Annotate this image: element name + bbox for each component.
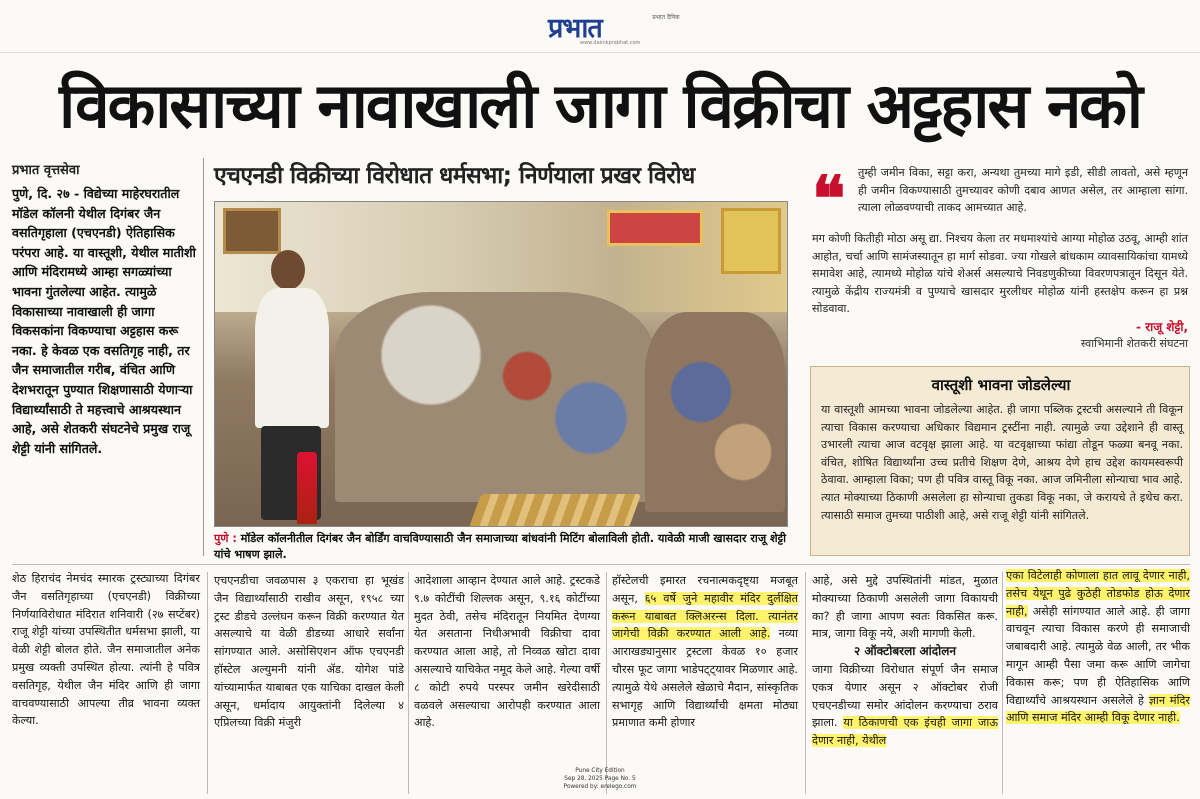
quote-org: स्वाभिमानी शेतकरी संघटना	[1080, 337, 1188, 350]
highlighted-text: एका विटेलाही कोणाला हात लावू देणार नाही, तसेच येथून पुढे कुठेही तोडफोड होऊ देणार नाही,	[1006, 569, 1190, 618]
body-column-6	[1006, 567, 1190, 727]
column-rule	[1002, 572, 1003, 794]
caption-place: पुणे :	[214, 532, 237, 545]
page-footer	[540, 767, 660, 791]
highlighted-text: ६५ वर्षे जुने महावीर मंदिर दुर्लक्षित करून याबाबत क्लिअरन्स दिला. त्यानंतर जागेची विक्री करण्यात आली आहे.	[612, 591, 798, 641]
body-column-3: आदेशाला आव्हान देण्यात आले आहे. ट्रस्टकडे ९.७ कोटींची शिल्लक असून, ९.१६ कोटींच्या मुदत ठेवी, तसेच मंदिरातून नियमित देणग्या येत असताना निधीअभावी विक्रीचा दावा करण्यात आला आहे, तो निव्वळ खोटा दावा असल्याचे याचिकेत नमूद केले आहे. गेल्या वर्षी ८ कोटी रुपये परस्पर जमीन खरेदीसाठी वळवले असल्याचा आरोपही करण्यात आला आहे.	[414, 574, 600, 730]
quote-mark-icon: ❝	[812, 162, 846, 235]
photo-wall-banner	[607, 210, 703, 246]
column-text: जागा विक्रीच्या विरोधात संपूर्ण जैन समाज एकत्र येणार असून २ ऑक्टोबर रोजी एचएनडीच्या समोर आंदोलन करण्याचा ठराव झाला.	[812, 662, 998, 730]
column-rule	[606, 572, 607, 794]
news-photo[interactable]	[214, 201, 788, 527]
photo-cone	[297, 452, 317, 524]
quote-body: मग कोणी कितीही मोठा असू द्या. निश्चय केला तर मधमाश्यांचे आग्या मोहोळ उठवू, आम्ही शांत आहोत, चर्चा आणि सामंजस्यातून हा मार्ग सोडवा. ज्या गोखले बांधकाम व्यावसायिकांचा यामध्ये समावेश आहे, त्यामध्ये मोहोळ यांचे शेअर्स असल्याचे निवडणुकीच्या विवरणपत्रातून दिसून येते. त्यामुळे केंद्रीय राज्यमंत्री व पुण्याचे खासदार मुरलीधर मोहोळ यांनी हस्तक्षेप करून हा प्रश्न सोडवावा.	[812, 232, 1188, 316]
column-subheading: २ ऑक्टोबरला आंदोलन	[853, 644, 957, 659]
headline: विकासाच्या नावाखाली जागा विक्रीचा अट्टहास नको	[59, 69, 1141, 142]
logo-tagline: प्रभात दैनिक	[652, 14, 680, 21]
quote-lead: तुम्ही जमीन विका, सट्टा करा, अन्यथा तुमच्या मागे इडी, सीडी लावतो, असे म्हणून ही जमीन विकण्यासाठी तुमच्यावर कोणी दबाव आणत असेल, तर आम्हाला सांगा. त्याला लोळवण्याची ताकद आमच्यात आहे.	[858, 166, 1188, 215]
masthead-divider	[0, 52, 1200, 53]
edition-label: Pune City Edition	[575, 768, 625, 774]
column-rule	[805, 572, 806, 794]
body-column-2: एचएनडीचा जवळपास ३ एकराचा हा भूखंड जैन विद्यार्थ्यांसाठी राखीव असून, १९५८ च्या ट्रस्ट डीडचे उल्लंघन करून विक्री करण्यात येत असल्याचे या वेळी डीडच्या आधारे सर्वांना सांगण्यात आले. असोसिएशन ऑफ एचएनडी हॉस्टेल अल्युमनी यांनी ॲड. योगेश पांडे यांच्यामार्फत याबाबत एक याचिका दाखल केली असून, धर्मादाय आयुक्तांनी दिलेल्या ४ एप्रिलच्या विक्री मंजुरी	[214, 574, 404, 730]
powered-by-link[interactable]: Powered by: erelego.com	[563, 784, 637, 790]
column-text: नव्या आराखड्यानुसार ट्रस्टला केवळ १० हजार चौरस फूट जागा भाडेपट्ट्यावर मिळणार आहे. त्यामुळे येथे असलेले खेळाचे मैदान, सांस्कृतिक सभागृह आणि विद्यार्थ्यांची क्षमता मोठ्या प्रमाणात कमी होणार	[612, 627, 798, 730]
column-divider	[203, 158, 204, 556]
logo-url: www.dainikprabhat.com	[580, 40, 641, 46]
photo-wall-frame	[223, 208, 281, 254]
photo-wall-frame	[721, 208, 781, 274]
lead-paragraph: पुणे, दि. २७ - विद्येच्या माहेरघरातील मॉडेल कॉलनी येथील दिगंबर जैन वसतिगृहाला (एचएनडी) ऐतिहासिक परंपरा आहे. या वास्तूशी, येथील मातीशी आणि मंदिरामध्ये आम्हा सगळ्यांच्या भावना गुंतलेल्या आहेत. त्यामुळे विकासाच्या नावाखाली ही जागा विकसकांना विकण्याचा अट्टहास करू नका. हे केवळ एक वसतिगृह नाही, तर जैन समाजातील गरीब, वंचित आणि देशभरातून पुण्यात शिक्षणासाठी येणाऱ्या विद्यार्थ्यांसाठी ते महत्त्वाचे आश्रयस्थान आहे, असे शेतकरी संघटनेचे प्रमुख राजू शेट्टी यांनी सांगितले.	[12, 186, 196, 456]
sidebar-box	[810, 366, 1190, 556]
newspaper-logo[interactable]: प्रभात	[548, 13, 602, 44]
section-divider	[12, 564, 1190, 565]
body-column-1: शेठ हिराचंद नेमचंद स्मारक ट्रस्ट्याच्या दिगंबर जैन वसतिगृहाच्या (एचएनडी) विक्रीच्या निर्णयाविरोधात मंदिरात शनिवारी (२७ सप्टेंबर) राजू शेट्टी यांच्या उपस्थितीत धर्मसभा झाली, या वेळी शेट्टी बोलत होते. जैन समाजातील अनेक प्रमुख व्यक्ती उपस्थित होत्या. त्यांनी हे पवित्र वसतिगृह, येथील जैन मंदिर आणि ही जागा वाचवण्यासाठी आपल्या तीव्र भावना व्यक्त केल्या.	[12, 572, 200, 728]
column-rule	[207, 572, 208, 794]
column-text: असेही सांगण्यात आले आहे. ही जागा वाचवून त्याचा विकास करणे ही समाजाची जबाबदारी आहे. त्यामुळे वेळ आली, तर भीक मागून आम्ही पैसा जमा करू आणि जागेचा विकास करू; पण ही ऐतिहासिक आणि विद्यार्थ्यांचे आश्रयस्थान असलेले हे	[1006, 604, 1190, 707]
masthead	[0, 0, 1200, 52]
caption-text: मॉडेल कॉलनीतील दिगंबर जैन बोर्डिंग वाचविण्यासाठी जैन समाजाच्या बांधवांनी मिटिंग बोलाविली होती. यावेळी माजी खासदार राजू शेट्टी यांचे भाषण झाले.	[214, 532, 786, 561]
sidebar-box-text: या वास्तूशी आमच्या भावना जोडलेल्या आहेत. ही जागा पब्लिक ट्रस्टची असल्याने ती विकून त्याचा विकास करण्याचा अधिकार विद्यमान ट्रस्टींना नाही. त्यामुळे ज्या उद्देशाने ही वास्तू उभारली त्याचा आज वटवृक्ष झाला आहे. या वटवृक्षाच्या फांद्या तोडून फळ्या बनवू नका. वंचित, शोषित विद्यार्थ्यांना उच्च प्रतीचे शिक्षण देणे, आश्रय देणे हाच उद्देश कायमस्वरूपी ठेवावा. आम्हाला विका; पण ही पवित्र वास्तू विकू नका. आज जमिनीला सोन्याचा भाव आहे. त्यात मोक्याच्या ठिकाणी असलेला हा सोन्याचा तुकडा विकू नका, जे करायचे ते इथेच करा. त्यासाठी समाज तुमच्या पाठीशी आहे, असे राजू शेट्टी यांनी सांगितले.	[821, 403, 1183, 522]
body-column-5	[812, 572, 998, 750]
subheadline: एचएनडी विक्रीच्या विरोधात धर्मसभा; निर्णयाला प्रखर विरोध	[214, 163, 695, 189]
column-text: आहे, असे मुद्दे उपस्थितांनी मांडत, मुळात मोक्याच्या ठिकाणी असलेली जागा विकायची का? ही जागा आपण स्वतः विकसित करू. मात्र, जागा विकू नये, अशी मागणी केली.	[812, 574, 998, 641]
photo-caption	[214, 531, 792, 563]
photo-tray	[469, 494, 641, 527]
body-column-4	[612, 572, 798, 732]
date-page-label: Sep 28, 2025 Page No. 5	[564, 776, 636, 782]
column-text: हॉस्टेलची इमारत रचनात्मकदृष्ट्या मजबूत असून,	[612, 574, 798, 605]
column-rule	[408, 572, 409, 794]
quote-author: - राजू शेट्टी,	[1136, 320, 1188, 334]
highlighted-text: या ठिकाणची एक इंचही जागा जाऊ देणार नाही, येथील	[812, 716, 998, 748]
photo-speaker	[249, 250, 337, 520]
highlighted-text: ज्ञान मंदिर आणि समाज मंदिर आम्ही विकू देणार नाही.	[1006, 693, 1190, 725]
photo-audience-right	[645, 312, 785, 512]
photo-audience	[335, 292, 655, 502]
sidebar-box-title: वास्तूशी भावना जोडलेल्या	[931, 376, 1071, 394]
byline: प्रभात वृत्तसेवा	[12, 163, 80, 178]
